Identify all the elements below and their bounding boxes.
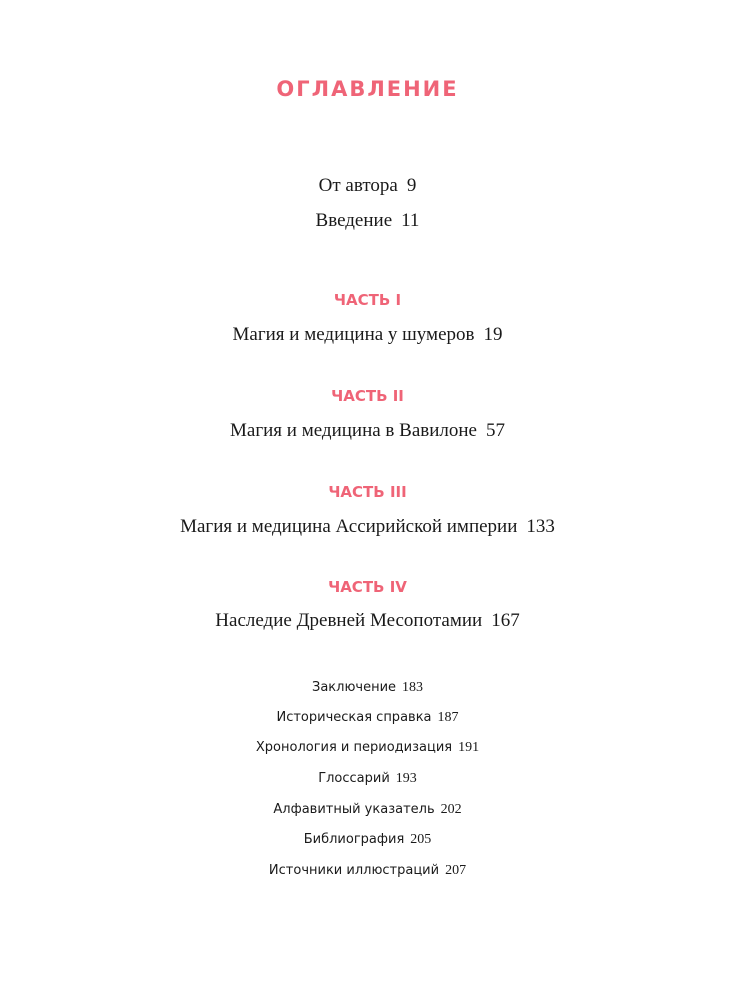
- entry-page-number: 167: [491, 610, 520, 631]
- entry-title: Хронология и периодизация: [255, 740, 453, 755]
- toc-entry-part-3[interactable]: [0, 514, 735, 540]
- toc-entry-back-4[interactable]: [0, 801, 735, 819]
- part-label-1: ЧАСТЬ I: [333, 291, 402, 309]
- entry-title: Магия и медицина в Вавилоне: [230, 420, 477, 441]
- entry-title: Библиография: [303, 832, 405, 847]
- entry-title: Заключение: [311, 680, 397, 695]
- part-label-3: ЧАСТЬ III: [328, 483, 407, 501]
- toc-entry-intro-1[interactable]: [0, 208, 735, 234]
- toc-entry-part-4[interactable]: [0, 608, 735, 634]
- entry-page-number: 187: [437, 710, 459, 725]
- toc-entry-back-1[interactable]: [0, 709, 735, 727]
- toc-entry-back-0[interactable]: [0, 679, 735, 697]
- toc-entry-intro-0[interactable]: [0, 173, 735, 199]
- entry-page-number: 11: [401, 210, 420, 231]
- part-label-2: ЧАСТЬ II: [331, 387, 404, 405]
- entry-page-number: 19: [483, 324, 503, 345]
- toc-entry-part-2[interactable]: [0, 418, 735, 444]
- entry-title: Глоссарий: [318, 771, 390, 786]
- entry-page-number: 193: [395, 771, 417, 786]
- entry-page-number: 205: [410, 832, 432, 847]
- entry-title: Источники иллюстраций: [268, 863, 440, 878]
- entry-page-number: 57: [485, 420, 505, 441]
- toc-entry-back-3[interactable]: [0, 770, 735, 788]
- entry-title: Историческая справка: [276, 710, 432, 725]
- entry-page-number: 191: [458, 740, 480, 755]
- entry-page-number: 183: [402, 680, 424, 695]
- entry-title: Магия и медицина Ассирийской империи: [180, 516, 518, 537]
- entry-title: Алфавитный указатель: [273, 802, 435, 817]
- entry-title: Введение: [315, 210, 393, 231]
- entry-title: Наследие Древней Месопотамии: [215, 610, 483, 631]
- toc-entry-back-6[interactable]: [0, 862, 735, 880]
- entry-page-number: 207: [445, 863, 467, 878]
- toc-entry-back-2[interactable]: [0, 739, 735, 757]
- entry-page-number: 9: [406, 175, 417, 196]
- part-label-4: ЧАСТЬ IV: [328, 578, 407, 596]
- entry-page-number: 202: [440, 802, 462, 817]
- toc-entry-part-1[interactable]: [0, 322, 735, 348]
- entry-title: Магия и медицина у шумеров: [232, 324, 475, 345]
- entry-page-number: 133: [526, 516, 555, 537]
- toc-entry-back-5[interactable]: [0, 831, 735, 849]
- toc-heading: ОГЛАВЛЕНИЕ: [276, 77, 459, 101]
- entry-title: От автора: [318, 175, 398, 196]
